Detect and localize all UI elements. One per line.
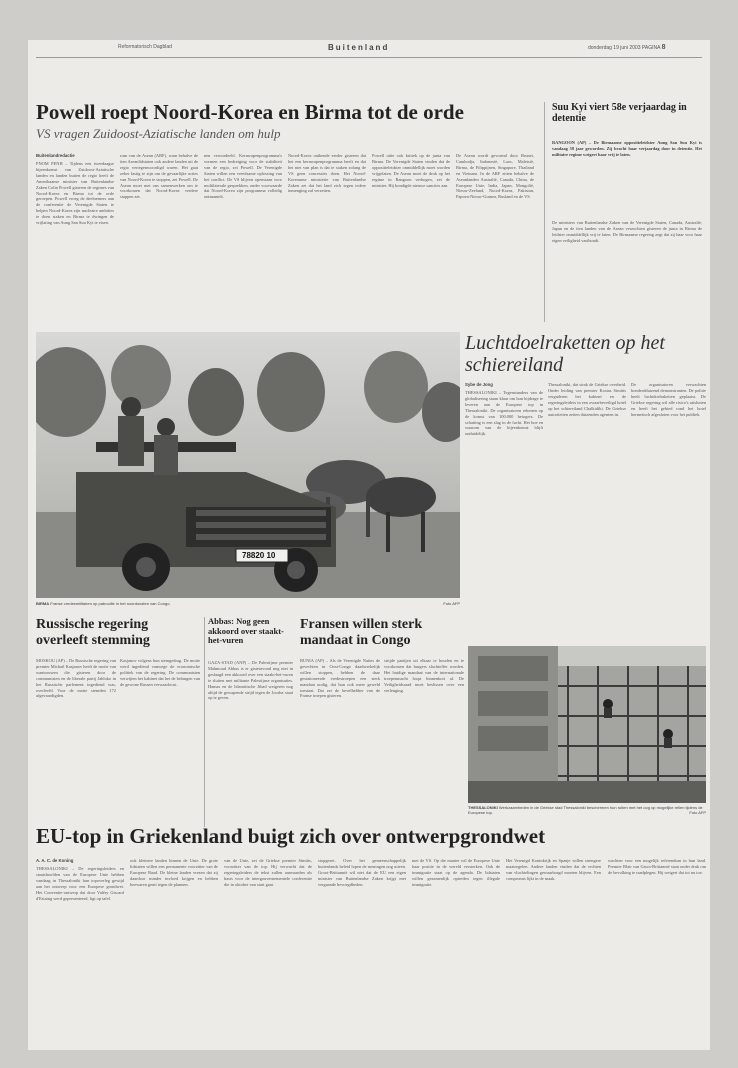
photo2-caption-label: THESSALONIKI [468,805,498,810]
story6-byline: A. A. C. de Koning [36,858,74,863]
story2-col-1: THESSALONIKI – Tegenstanders van de globalisering staan klaar om hun bijdrage te leveren aan de Europese top in Thessaloniki. De organisatoren rekenen op de komst van 100.000 betogers. De schatting is een slag in de lucht. Het hoe en waarom van de bijeenkomst blijft onduidelijk. [465,390,543,437]
masthead-rule [36,57,702,58]
license-plate-text: 78820 10 [242,551,276,560]
story4-rule [204,617,205,827]
story3-headline: Russische regering overleeft stemming [36,617,150,648]
story2-headline: Luchtdoelraketten op het schiereiland [465,332,665,376]
story3-col-2: Kasjanov volgens hun stemgedrag. De motie werd ingediend vanwege de economische politiek van de regering. De communisten verwijten het kabinet dat het de belangen van de gewone Russen verwaarloost. [120,658,200,687]
story6-col-4: stopgezet. Over het gemeenschappelijk buitenlands beleid lopen de meningen nog uiteen. Groot-Brittannië wil niet dat de EU een eigen minister van Buitenlandse Zaken krijgt met vergaande bevoegdheden. [318,858,406,887]
scaffolding-photo-image [468,646,706,803]
story5-col-2: strijde partijen uit elkaar te houden en te voorkomen dat burgers slachtoffer worden. Het huidige mandaat van de internationale troepenmacht loopt binnenkort af. De Veiligheidsraad moet beslissen over een verlenging. [384,658,464,693]
story4-body: GAZA-STAD (ANP) – De Palestijnse premier Mahmoud Abbas is er gisteravond nog niet in geslaagd een akkoord over een staakt-het-vuren te sluiten met militante Palestijnse organisaties. Hamas en de Islamitische Jihad weigeren nog altijd de gewapende strijd tegen de Joodse staat op te geven. [208,660,293,701]
sidebar-body: De ministers van Buitenlandse Zaken van de Verenigde Staten, Canada, Australië, Japan en de tien landen van de Asean verzochten gisteren de junta in Birma de leidster onmiddellijk vrij te laten. De Birmaanse regering zegt dat zij haar voor haar eigen veiligheid vasthoudt. [552,220,702,243]
newspaper-page [28,40,710,1050]
story2-byline: Sybe de Jong [465,382,493,387]
story5-headline: Fransen willen sterk mandaat in Congo [300,617,423,648]
scaffolding-photo [468,646,706,803]
lead-col-3: nen veroordeeld. Kernwapenprogramma's vormen een bedreiging voor de stabiliteit van de regio, zei Powell. De Verenigde Staten willen een vreedzame oplossing van het conflict. De VS blijven openstaan voor multilaterale gesprekken, onder voorwaarde dat Noord-Korea zijn programma volledig ontmantelt. [204,153,282,200]
lead-col-5: Powell uitte ook kritiek op de junta van Birma. De Verenigde Staten vinden dat de oppositieleidster onmiddellijk moet worden vrijgelaten. De Asean moet de druk op het regime in Rangoon verhogen, zei de minister. Hij kondigde nieuwe sancties aan. [372,153,450,188]
section-title: Buitenland [328,43,390,52]
story2-col-3: De organisatoren verwachten honderdduizend demonstranten. De politie heeft luchtdoelraketten geplaatst. De Griekse regering wil alle risico's uitsluiten en heeft het gebied rond het hotel hermetisch afgesloten voor het publiek. [631,382,706,417]
photo1-caption-text: Franse vredesmilitairen op patrouille in het noordoosten van Congo. [50,601,171,606]
lead-col-6: De Asean wordt gevormd door Brunei, Cambodja, Indonesië, Laos, Maleisië, Birma, de Filippijnen, Singapore, Thailand en Vietnam. In de ARF zitten behalve de Aseanlanden Australië, Canada, China, de Europese Unie, India, Japan, Mongolië, Nieuw-Zeeland, Noord-Korea, Pakistan, Papoea-Nieuw-Guinea, Rusland en de VS. [456,153,534,200]
lead-headline: Powell roept Noord-Korea en Birma tot de orde [36,100,464,124]
sidebar-lead: RANGOON (AP) – De Birmaanse oppositieleidster Aung San Suu Kyi is vandaag 58 jaar geworden. Zij bracht haar verjaardag door in detentie. Het militaire regime weigert haar vrij te laten. [552,140,702,157]
sidebar-rule [544,102,545,322]
story6-col-7: wachten voor een mogelijk referendum in hun land. Premier Blair van Groot-Brittannië staat onder druk om de bevolking te raadplegen. Hij weigert dat tot nu toe. [608,858,706,875]
story6-headline: EU-top in Griekenland buigt zich over ontwerpgrondwet [36,824,546,848]
jeep-photo [36,332,460,598]
photo1-credit: Foto AFP [443,601,460,606]
date-line [588,44,665,51]
lead-subhead: VS vragen Zuidoost-Aziatische landen om hulp [36,126,281,141]
lead-col-4: Noord-Korea ontkende eerder gisteren dat het een kernwapenprogramma heeft en dat het niet van plan is dat te staken zolang de VS geen concessies doen. Het Noord-Koreaanse ministerie van Buitenlandse Zaken zei dat het land zich tegen iedere inmenging zal verzetten. [288,153,366,194]
photo2-caption-text: Werkzaamheden in de Griekse stad Thessaloniki beschermen hun ruiten met het oog op mogelijke rellen tijdens de Europese top. [468,805,703,815]
story2-col-2: Thessaloniki, dat strak de Griekse overheid. Onder leiding van premier Kostas Simitis vergaderen het kabinet en de regeringsleiders in een zwaarbeveiligd hotel op het schiereiland Chalkidiki. De Griekse autoriteiten zetten duizenden agenten in. [548,382,626,417]
story4-headline: Abbas: Nog geen akkoord over staakt-het-vuren [208,616,284,645]
date-text: donderdag 19 juni 2003 PAGINA [588,45,661,51]
story6-col-6: Het Verenigd Koninkrijk en Spanje willen strengere maatregelen. Andere landen vinden dat de rechten van vluchtelingen gewaarborgd moeten blijven. Een compromis lijkt in de maak. [506,858,601,881]
lead-byline: Buitenlandredactie [36,153,75,158]
photo1-caption [36,601,460,606]
story6-col-1: THESSALONIKI – De regeringsleiders en staatshoofden van de Europese Unie hebben vandaag in Thessaloniki hun topoverleg gewijd aan het ontwerp voor een Europese grondwet. Het Conventie-ontwerp dat door Valéry Giscard d'Estaing werd gepresenteerd, ligt op tafel. [36,866,124,901]
page-number: 8 [661,44,666,51]
lead-col-1: PNOM PENH – Tijdens een tweedaagse bijeenkomst van Zuidoost-Aziatische landen en landen buiten de regio heeft de Amerikaanse minister van Buitenlandse Zaken Colin Powell gisteren de regimes van Noord-Korea en Birma tot de orde geroepen. Powell vroeg de deelnemers aan de conferentie de Verenigde Staten te helpen Noord-Korea zijn nucleaire ambities te doen staken en Birma te dwingen de vrijlating van Aung San Suu Kyi te eisen. [36,161,114,226]
sidebar-headline: Suu Kyi viert 58e verjaardag in detentie [552,102,687,124]
story5-col-1: BUNIA (AP) – Als de Verenigde Naties de gevechten in Oost-Congo daadwerkelijk willen stoppen, hebben de daar gestationeerde vredestroepen een sterk mandaat nodig, dat hun ook meer geweld toestaat. Dat zei de bevelhebber van de Franse troepen gisteren. [300,658,380,699]
story6-col-2: ook kleinere landen binnen de Unie. De grote lidstaten willen een permanente voorzitter van de Europese Raad. De kleine landen vrezen dat zij daardoor minder invloed krijgen en hebben bezwaren geuit tegen de plannen. [130,858,218,887]
photo1-caption-label: BIRMA [36,601,50,606]
story3-col-1: MOSKOU (AP) – De Russische regering van premier Michail Kasjanov heeft de motie van wantrouwen die gisteren door de communisten en de liberale partij Jabloko in het Russische parlement ingediend was, overleefd. Voor de motie stemden 172 afgevaardigden. [36,658,116,699]
photo2-credit: Foto AFP [689,810,706,815]
story6-col-5: met de VS. Op die manier wil de Europese Unie haar positie in de wereld versterken. Ook de immigratie staat op de agenda. De lidstaten willen gezamenlijk optreden tegen illegale immigratie. [412,858,500,887]
paper-name: Reformatorisch Dagblad [118,44,172,50]
lead-col-2: rum van de Asean (ARF), waar behalve de tien Aseanlidstaten ook andere landen uit de regio vertegenwoordigd waren. Het gaat zeker lastig te zijn om de gevaarlijke acties van Noord-Korea te stoppen, zei Powell. De Asean moet met ons samenwerken om te voorkomen dat Noord-Korea verdere stappen zet. [120,153,198,200]
story6-col-3: van de Unie, zei de Griekse premier Simitis, voorzitter van de top. Hij verwacht dat de regeringsleiders de tekst zullen aanvaarden als basis voor de intergouvernementele conferentie die in oktober van start gaat. [224,858,312,887]
photo2-caption [468,805,706,815]
